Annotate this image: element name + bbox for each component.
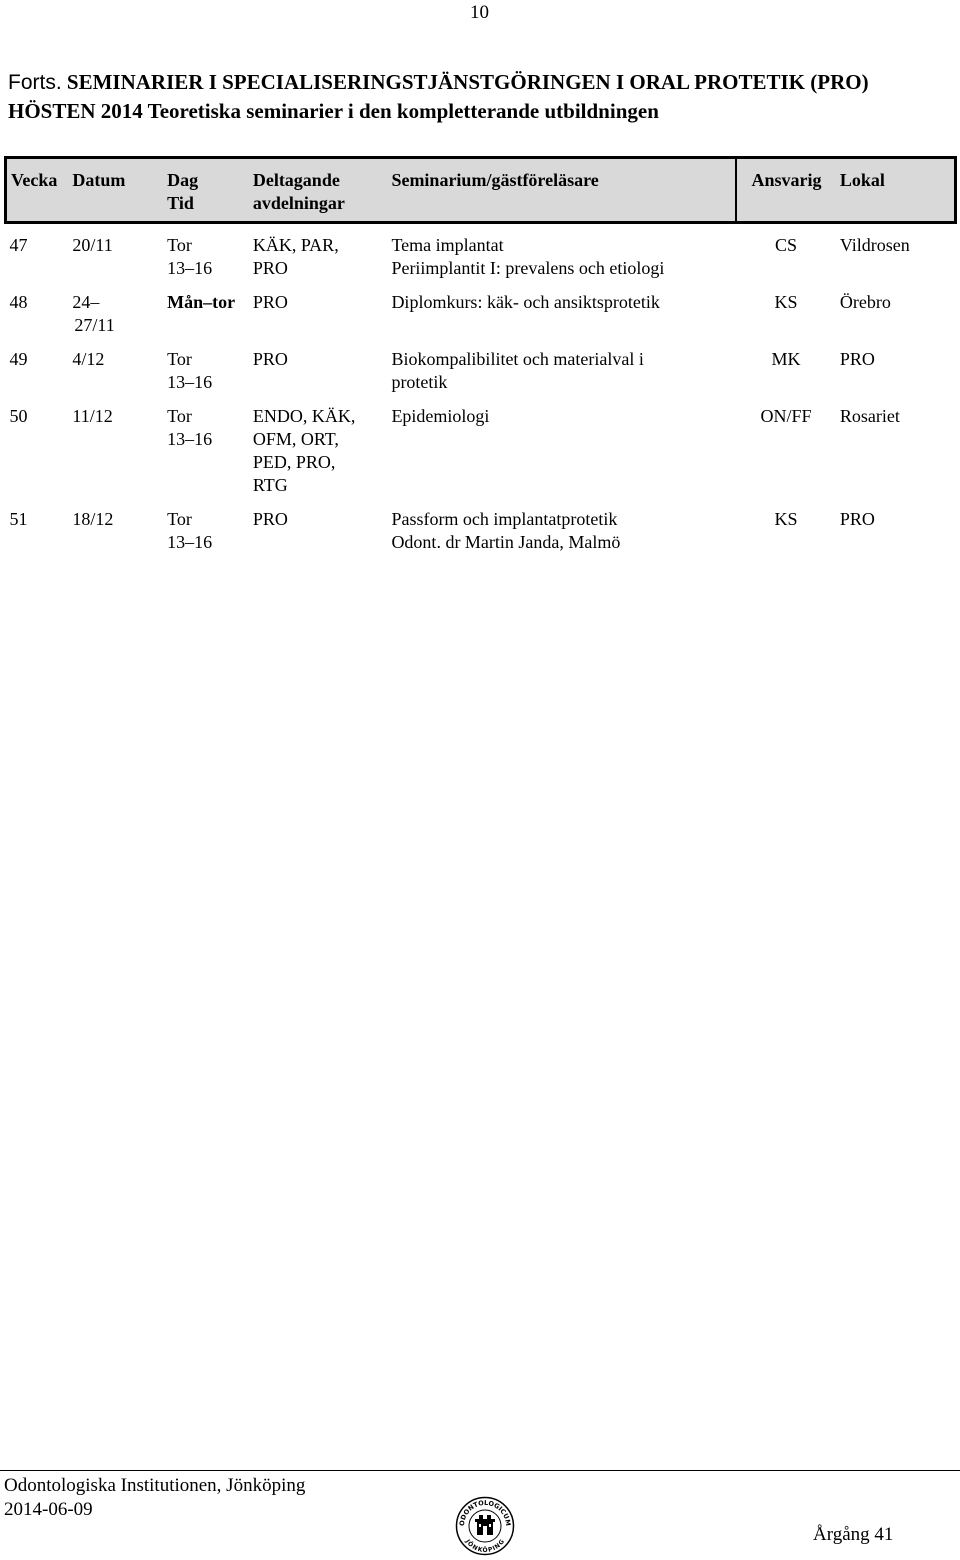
header-dag-tid xyxy=(153,158,249,223)
heading-line-1 xyxy=(8,68,953,97)
footer-year-label: Årgång 41 xyxy=(813,1524,894,1545)
cell-sem-line: Periimplantit I: prevalens och etiologi xyxy=(391,258,665,278)
cell-avd-line: PED, PRO, xyxy=(252,452,336,472)
header-lokal: Lokal xyxy=(836,158,956,223)
header-vecka: Vecka xyxy=(6,158,69,223)
cell-datum: 11/12 xyxy=(72,406,113,426)
cell-datum: 4/12 xyxy=(72,349,105,369)
table-row xyxy=(6,499,956,556)
cell-datum: 18/12 xyxy=(72,509,114,529)
cell-tid: 13–16 xyxy=(167,429,213,449)
header-seminarium: Seminarium/gästföreläsare xyxy=(387,158,736,223)
cell-dag-tid xyxy=(153,499,249,556)
cell-sem-line: Passform och implantatprotetik xyxy=(391,509,618,529)
cell-avdelningar: PRO xyxy=(252,349,288,369)
table-row xyxy=(6,223,956,283)
cell-sem-line: protetik xyxy=(391,372,448,392)
cell-lokal: Vildrosen xyxy=(839,235,910,255)
cell-dag: Mån–tor xyxy=(167,292,236,312)
cell-datum-line: 27/11 xyxy=(74,315,115,335)
cell-vecka: 50 xyxy=(9,406,28,426)
cell-avdelningar xyxy=(249,223,388,283)
header-ansvarig: Ansvarig xyxy=(736,158,836,223)
footer-date: 2014-06-09 xyxy=(4,1499,93,1520)
cell-ansvarig: KS xyxy=(774,509,798,529)
cell-avdelningar: PRO xyxy=(252,292,288,312)
cell-avdelningar xyxy=(249,396,388,499)
heading-prefix: Forts. xyxy=(8,71,62,94)
cell-datum xyxy=(68,282,153,339)
header-tid: Tid xyxy=(167,193,194,213)
seal-emblem xyxy=(475,1515,495,1535)
header-datum: Datum xyxy=(68,158,153,223)
cell-ansvarig: MK xyxy=(771,349,801,369)
heading-line-2: HÖSTEN 2014 Teoretiska seminarier i den kompletterande utbildningen xyxy=(8,99,659,123)
cell-dag: Tor xyxy=(167,349,192,369)
table-row xyxy=(6,339,956,396)
seal-top-text: ODONTOLOGICUM xyxy=(457,1498,513,1527)
cell-dag: Tor xyxy=(167,235,192,255)
footer-institution: Odontologiska Institutionen, Jönköping xyxy=(4,1475,306,1496)
cell-ansvarig: CS xyxy=(774,235,797,255)
cell-vecka: 47 xyxy=(9,235,28,255)
cell-lokal: Örebro xyxy=(839,292,891,312)
footer-divider xyxy=(0,1470,960,1471)
cell-ansvarig: KS xyxy=(774,292,798,312)
cell-vecka: 51 xyxy=(9,509,28,529)
cell-tid: 13–16 xyxy=(167,258,213,278)
odontologicum-seal-logo xyxy=(455,1496,515,1556)
cell-seminarium xyxy=(387,499,736,556)
cell-seminarium: Epidemiologi xyxy=(391,406,490,426)
cell-seminarium: Diplomkurs: käk- och ansiktsprotetik xyxy=(391,292,660,312)
seminar-table xyxy=(4,156,957,556)
cell-dag-tid xyxy=(153,223,249,283)
document-heading xyxy=(8,68,953,125)
header-dag: Dag xyxy=(167,170,199,190)
header-deltagande-line1: Deltagande xyxy=(252,170,340,190)
cell-lokal: Rosariet xyxy=(839,406,900,426)
cell-dag-tid xyxy=(153,339,249,396)
cell-vecka: 49 xyxy=(9,349,28,369)
cell-avd-line: PRO xyxy=(252,258,288,278)
heading-title: SEMINARIER I SPECIALISERINGSTJÄNSTGÖRINGEN I ORAL PROTETIK (PRO) xyxy=(66,70,869,94)
cell-dag: Tor xyxy=(167,406,192,426)
cell-datum-line: 24– xyxy=(72,292,100,312)
header-deltagande xyxy=(249,158,388,223)
cell-lokal: PRO xyxy=(839,509,875,529)
cell-sem-line: Tema implantat xyxy=(391,235,504,255)
seal-bottom-text: JÖNKÖPING xyxy=(463,1538,506,1555)
cell-avd-line: OFM, ORT, xyxy=(252,429,339,449)
cell-avdelningar: PRO xyxy=(252,509,288,529)
cell-dag-tid xyxy=(153,396,249,499)
cell-avd-line: ENDO, KÄK, xyxy=(252,406,356,426)
cell-datum: 20/11 xyxy=(72,235,113,255)
table-row xyxy=(6,282,956,339)
cell-dag: Tor xyxy=(167,509,192,529)
cell-lokal: PRO xyxy=(839,349,875,369)
cell-avd-line: RTG xyxy=(252,475,288,495)
cell-sem-line: Odont. dr Martin Janda, Malmö xyxy=(391,532,621,552)
cell-avd-line: KÄK, PAR, xyxy=(252,235,339,255)
table-row xyxy=(6,396,956,499)
cell-vecka: 48 xyxy=(9,292,28,312)
table-header-row xyxy=(6,158,956,223)
cell-ansvarig: ON/FF xyxy=(760,406,812,426)
cell-sem-line: Biokompalibilitet och materialval i xyxy=(391,349,644,369)
cell-tid: 13–16 xyxy=(167,532,213,552)
page-number: 10 xyxy=(470,2,489,23)
header-deltagande-line2: avdelningar xyxy=(252,193,345,213)
cell-tid: 13–16 xyxy=(167,372,213,392)
cell-seminarium xyxy=(387,339,736,396)
cell-seminarium xyxy=(387,223,736,283)
